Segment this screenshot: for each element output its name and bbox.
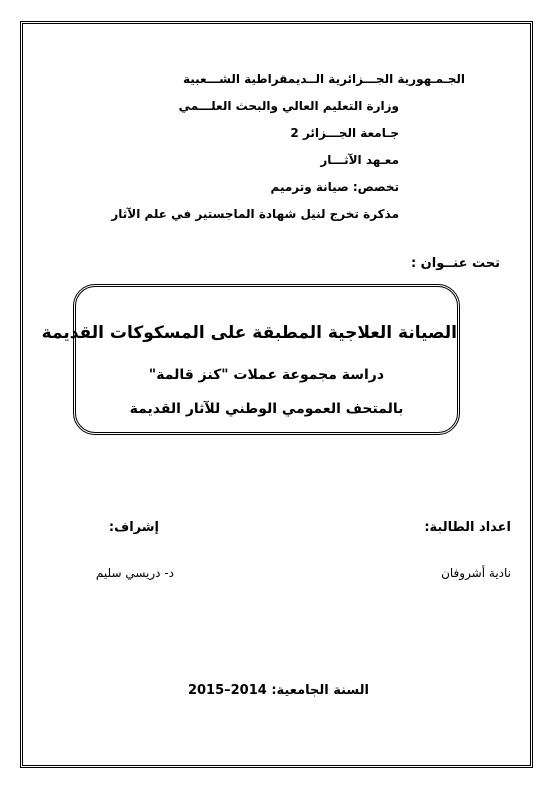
student-label: اعداد الطالبة: bbox=[424, 520, 511, 535]
student-name: نادية أشروفان bbox=[441, 566, 511, 580]
under-title-label: تحت عنــوان : bbox=[410, 256, 500, 271]
academic-year: السنة الجامعية: 2014–2015 bbox=[187, 683, 369, 698]
memo-line: مذكرة تخرج لنيل شهادة الماجستير في علم الآثار bbox=[111, 207, 399, 221]
ministry-line: وزارة التعليم العالي والبحث العلـــمي bbox=[178, 99, 399, 113]
supervisor-label: إشراف: bbox=[108, 520, 159, 535]
header-block bbox=[69, 66, 466, 228]
thesis-title: الصيانة العلاجية المطبقة على المسكوكات القديمة bbox=[41, 323, 457, 343]
supervisor-name: د- دريسي سليم bbox=[95, 566, 174, 580]
thesis-subtitle-2: بالمتحف العمومي الوطني للآثار القديمة bbox=[129, 401, 404, 417]
thesis-subtitle-1: دراسة مجموعة عملات "كنز قالمة" bbox=[148, 367, 385, 383]
specialty-line: تخصص: صيانة وترميم bbox=[270, 180, 399, 194]
title-box bbox=[41, 284, 460, 435]
university-line: جـامعة الجـــزائر 2 bbox=[290, 126, 399, 140]
institute-line: معـهد الآثـــار bbox=[320, 153, 399, 167]
republic-line: الجـمـهورية الجـــزائرية الــديمقراطية الشـــعبية bbox=[182, 72, 466, 86]
